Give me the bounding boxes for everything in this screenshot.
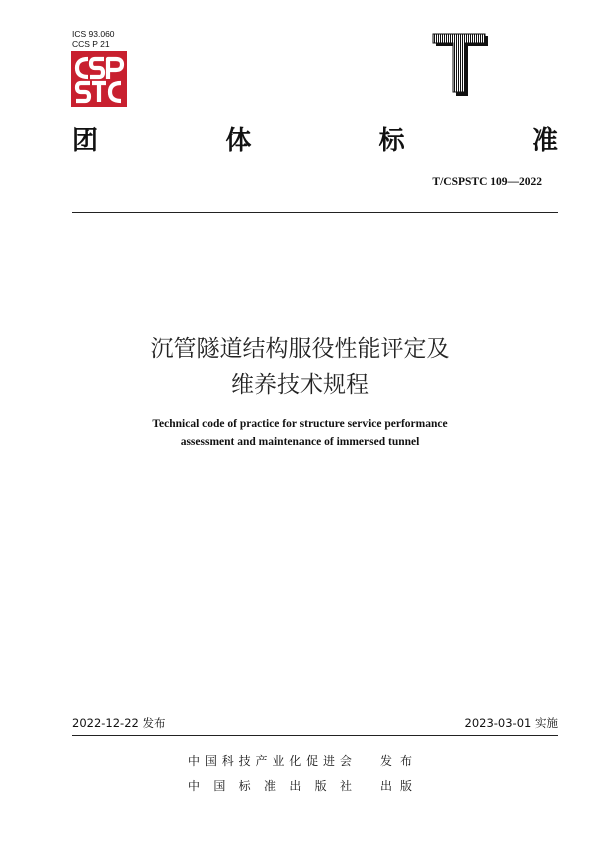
classification-codes bbox=[72, 29, 115, 49]
publisher-row bbox=[0, 752, 600, 769]
doc-type-char: 准 bbox=[531, 126, 558, 156]
title-cn-line1: 沉管隧道结构服役性能评定及 bbox=[150, 336, 450, 362]
press-name: 中 国 标 准 出 版 社 bbox=[188, 779, 352, 793]
bottom-divider bbox=[72, 735, 558, 736]
press-action: 出 版 bbox=[380, 779, 412, 793]
issue-date: 2022-12-22 发布 bbox=[72, 716, 166, 730]
title-cn-line2: 维养技术规程 bbox=[231, 372, 369, 398]
doc-type-char: 体 bbox=[225, 126, 252, 156]
press-row bbox=[0, 777, 600, 794]
top-divider bbox=[72, 212, 558, 213]
publish-action: 发 布 bbox=[380, 754, 412, 768]
ccs-code: CCS P 21 bbox=[72, 39, 110, 49]
title-en-line2: assessment and maintenance of immersed tunnel bbox=[180, 436, 420, 448]
doc-type-char: 标 bbox=[378, 126, 405, 156]
doc-type-char: 团 bbox=[72, 126, 99, 156]
cspstc-logo bbox=[71, 51, 127, 107]
title-en-line1: Technical code of practice for structure service performance bbox=[152, 418, 448, 430]
document-type bbox=[72, 120, 558, 157]
publisher-name: 中 国 科 技 产 业 化 促 进 会 bbox=[188, 754, 352, 768]
standard-letter-logo bbox=[430, 22, 492, 102]
ics-code: ICS 93.060 bbox=[72, 29, 115, 39]
implementation-date: 2023-03-01 实施 bbox=[464, 716, 558, 730]
standard-number: T/CSPSTC 109—2022 bbox=[432, 176, 542, 188]
